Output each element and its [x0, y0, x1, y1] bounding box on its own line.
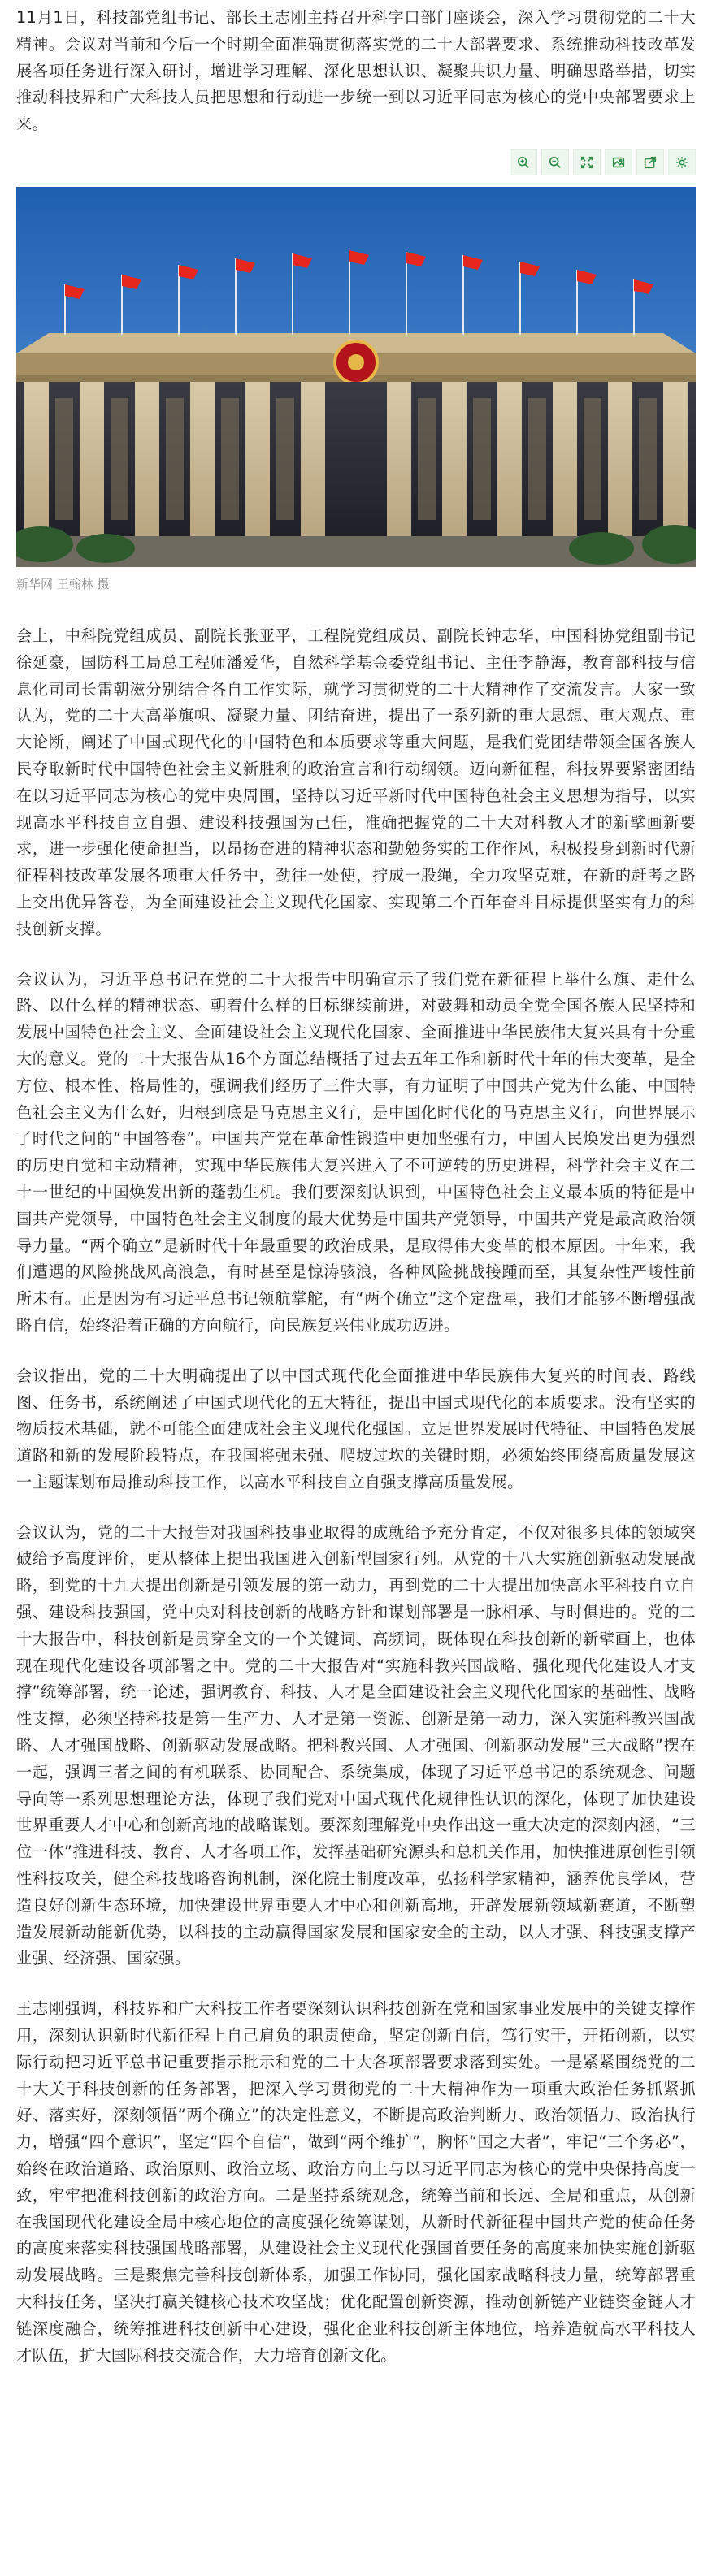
- zoom-out-icon: [548, 155, 562, 170]
- zoom-out-button[interactable]: [541, 149, 569, 175]
- article-paragraph-3: 会议认为，习近平总书记在党的二十大报告中明确宣示了我们党在新征程上举什么旗、走什么路、以什么样的精神状态、朝着什么样的目标继续前进，对鼓舞和动员全党全国各族人民坚持和发展中国特色社会主义、全面建设社会主义现代化国家、全面推进中华民族伟大复兴具有十分重大的意义。党的二十大报告从16个方面总结概括了过去五年工作和新时代十年的伟大变革，是全方位、根本性、格局性的，强调我们经历了三件大事，有力证明了中国共产党为什么能、中国特色社会主义为什么好，归根到底是马克思主义行，是中国化时代化的马克思主义行，向世界展示了时代之问的“中国答卷”。中国共产党在革命性锻造中更加坚强有力，中国人民焕发出更为强烈的历史自觉和主动精神，实现中华民族伟大复兴进入了不可逆转的历史进程，科学社会主义在二十一世纪的中国焕发出新的蓬勃生机。我们要深刻认识到，中国特色社会主义最本质的特征是中国共产党领导，中国特色社会主义制度的最大优势是中国共产党领导，中国共产党是最高政治领导力量。“两个确立”是新时代十年最重要的政治成果，是取得伟大变革的根本原因。十年来，我们遭遇的风险挑战风高浪急，有时甚至是惊涛骇浪，各种风险挑战接踵而至，其复杂性严峻性前所未有。正是因为有习近平总书记领航掌舵，有“两个确立”这个定盘星，我们才能够不断增强战略自信，始终沿着正确的方向航行，向民族复兴伟业成功迈进。: [16, 969, 696, 1335]
- photo-caption: 新华网 王翰林 摄: [16, 576, 110, 591]
- article-paragraph-1: 11月1日，科技部党组书记、部长王志刚主持召开科字口部门座谈会，深入学习贯彻党的二十大精神。会议对当前和今后一个时期全面准确贯彻落实党的二十大部署要求、系统推动科技改革发展各项任务进行深入研讨，增进学习理解、深化思想认识、凝聚共识力量、明确思路举措，切实推动科技界和广大科技人员把思想和行动进一步统一到以习近平同志为核心的党中央部署要求上来。: [16, 8, 696, 134]
- image-icon: [611, 155, 626, 170]
- great-hall-photo: [16, 187, 696, 567]
- article-paragraph-5: 会议认为，党的二十大报告对我国科技事业取得的成就给予充分肯定，不仅对很多具体的领域突破给予高度评价，更从整体上提出我国进入创新型国家行列。从党的十八大实施创新驱动发展战略，到党的十九大提出创新是引领发展的第一动力，再到党的二十大提出加快高水平科技自立自强、建设科技强国，党中央对科技创新的战略方针和谋划部署是一脉相承、与时俱进的。党的二十大报告中，科技创新是贯穿全文的一个关键词、高频词，既体现在科技创新的新擘画上，也体现在现代化建设各项部署之中。党的二十大报告对“实施科教兴国战略、强化现代化建设人才支撑”统筹部署，统一论述，强调教育、科技、人才是全面建设社会主义现代化国家的基础性、战略性支撑，必须坚持科技是第一生产力、人才是第一资源、创新是第一动力，深入实施科教兴国战略、人才强国战略、创新驱动发展战略。把科教兴国、人才强国、创新驱动发展“三大战略”摆在一起，强调三者之间的有机联系、协同配合、系统集成，体现了习近平总书记的系统观念、问题导向等一系列思想理论方法，体现了我们党对中国式现代化规律性认识的深化，体现了加快建设世界重要人才中心和创新高地的战略谋划。要深刻理解党中央作出这一重大决定的深刻内涵，“三位一体”推进科技、教育、人才各项工作，发挥基础研究源头和总机关作用，加快推进原创性引领性科技攻关，健全科技战略咨询机制，深化院士制度改革，弘扬科学家精神，涵养优良学风，营造良好创新生态环境，加快建设世界重要人才中心和创新高地，开辟发展新领域新赛道，不断塑造发展新动能新优势，以科技的主动赢得国家发展和国家安全的主动，以人才强、科技强支撑产业强、经济强、国家强。: [16, 1522, 696, 1968]
- article-paragraph-2: 会上，中科院党组成员、副院长张亚平，工程院党组成员、副院长钟志华，中国科协党组副书记徐延豪，国防科工局总工程师潘爱华，自然科学基金委党组书记、主任李静海，教育部科技与信息化司司长雷朝滋分别结合各自工作实际，就学习贯彻党的二十大精神作了交流发言。大家一致认为，党的二十大高举旗帜、凝聚力量、团结奋进，提出了一系列新的重大思想、重大观点、重大论断，阐述了中国式现代化的中国特色和本质要求等重大问题，是我们党团结带领全国各族人民夺取新时代中国特色社会主义新胜利的政治宣言和行动纲领。迈向新征程，科技界要紧密团结在以习近平同志为核心的党中央周围，坚持以习近平新时代中国特色社会主义思想为指导，以实现高水平科技自立自强、建设科技强国为己任，准确把握党的二十大对科教人才的新擘画新要求，进一步强化使命担当，以昂扬奋进的精神状态和勤勉务实的工作作风，积极投身到新时代新征程科技改革发展各项重大任务中，劲往一处使，拧成一股绳，全力攻坚克难，在新的赶考之路上交出优异答卷，为全面建设社会主义现代化国家、实现第二个百年奋斗目标提供坚实有力的科技创新支撑。: [16, 626, 696, 938]
- share-button[interactable]: [636, 149, 664, 175]
- fullscreen-button[interactable]: [573, 149, 601, 175]
- article-paragraph-6: 王志刚强调，科技界和广大科技工作者要深刻认识科技创新在党和国家事业发展中的关键支撑作用，深刻认识新时代新征程上自己肩负的职责使命，坚定创新自信，笃行实干，开拓创新，以实际行动把习近平总书记重要指示批示和党的二十大各项部署要求落到实处。一是紧紧围绕党的二十大关于科技创新的任务部署，把深入学习贯彻党的二十大精神作为一项重大政治任务抓紧抓好、落实好，深刻领悟“两个确立”的决定性意义，不断提高政治判断力、政治领悟力、政治执行力，增强“四个意识”，坚定“四个自信”，做到“两个维护”，胸怀“国之大者”，牢记“三个务必”，始终在政治道路、政治原则、政治立场、政治方向上与以习近平同志为核心的党中央保持高度一致，牢牢把准科技创新的政治方向。二是坚持系统观念，统筹当前和长远、全局和重点，从创新在我国现代化建设全局中核心地位的高度强化统筹谋划，从新时代新征程中国共产党的使命任务的高度来落实科技强国战略部署，从建设社会主义现代化强国首要任务的高度来加快实施创新驱动发展战略。三是聚焦完善科技创新体系，加强工作协同，强化国家战略科技力量，统筹部署重大科技任务，坚决打赢关键核心技术攻坚战；优化配置创新资源，推动创新链产业链资金链人才链深度融合，统筹推进科技创新中心建设，强化企业科技创新主体地位，培养造就高水平科技人才队伍，扩大国际科技交流合作，大力培育创新文化。: [16, 1999, 696, 2365]
- article-paragraph-4: 会议指出，党的二十大明确提出了以中国式现代化全面推进中华民族伟大复兴的时间表、路线图、任务书，系统阐述了中国式现代化的五大特征，提出中国式现代化的本质要求。没有坚实的物质技术基础，就不可能全面建成社会主义现代化强国。立足世界发展时代特征、中国特色发展道路和新的发展阶段特点，在我国将强未强、爬坡过坎的关键时期，必须始终围绕高质量发展这一主题谋划布局推动科技工作，以高水平科技自立自强支撑高质量发展。: [16, 1366, 696, 1491]
- image-button[interactable]: [605, 149, 632, 175]
- share-icon: [643, 155, 658, 170]
- fullscreen-icon: [580, 155, 594, 170]
- settings-icon: [675, 155, 689, 170]
- zoom-in-button[interactable]: [510, 149, 537, 175]
- settings-button[interactable]: [668, 149, 696, 175]
- zoom-in-icon: [516, 155, 531, 170]
- image-toolbar: [16, 149, 696, 175]
